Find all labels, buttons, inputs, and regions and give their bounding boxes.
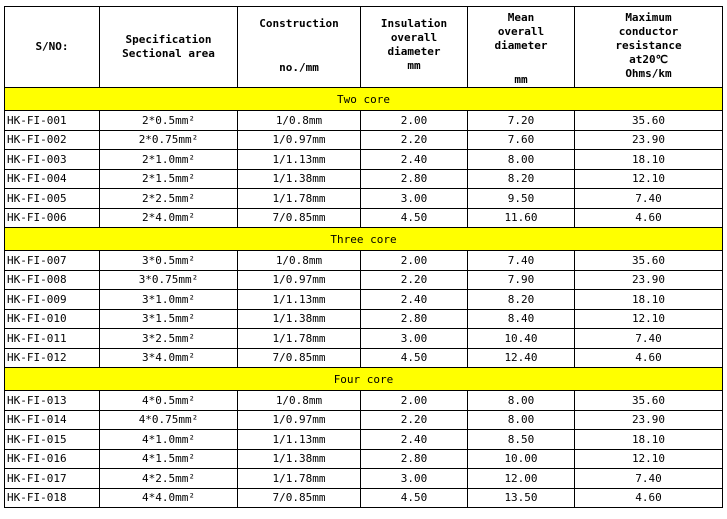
cell-spec: 4*4.0mm² [100, 488, 238, 508]
cell-mean: 8.00 [468, 150, 575, 170]
header-insulation-line-1: Insulation [380, 17, 448, 30]
cell-resistance: 12.10 [575, 309, 723, 329]
cell-resistance: 7.40 [575, 469, 723, 489]
cell-resistance: 35.60 [575, 111, 723, 131]
header-sn [5, 7, 100, 88]
cell-insulation: 3.00 [361, 189, 468, 209]
cell-resistance: 12.10 [575, 169, 723, 189]
header-mean-unit: mm [514, 73, 528, 86]
cell-mean: 8.50 [468, 430, 575, 450]
header-mean-line-2: overall [497, 25, 545, 38]
table-row [5, 189, 723, 209]
cell-spec: 3*1.0mm² [100, 290, 238, 310]
header-mean-line-1: Mean [507, 11, 535, 24]
cell-mean: 8.00 [468, 410, 575, 430]
cell-mean: 7.40 [468, 251, 575, 271]
cell-sn: HK-FI-004 [5, 169, 100, 189]
group-label: Two core [5, 88, 723, 111]
cell-mean: 12.40 [468, 348, 575, 368]
table-row [5, 329, 723, 349]
cell-spec: 2*4.0mm² [100, 208, 238, 228]
header-insulation-line-3: diameter [387, 45, 441, 58]
group-label: Four core [5, 368, 723, 391]
cell-resistance: 18.10 [575, 430, 723, 450]
header-insulation-unit: mm [407, 59, 421, 72]
cell-spec: 2*0.5mm² [100, 111, 238, 131]
cell-mean: 11.60 [468, 208, 575, 228]
cell-construction: 1/0.8mm [238, 391, 361, 411]
cell-insulation: 3.00 [361, 329, 468, 349]
cell-mean: 7.90 [468, 270, 575, 290]
cell-insulation: 2.80 [361, 449, 468, 469]
table-row [5, 430, 723, 450]
cell-sn: HK-FI-013 [5, 391, 100, 411]
cell-spec: 4*1.0mm² [100, 430, 238, 450]
cell-sn: HK-FI-003 [5, 150, 100, 170]
cell-insulation: 4.50 [361, 488, 468, 508]
group-header-row [5, 368, 723, 391]
header-spec [100, 7, 238, 88]
cell-insulation: 2.80 [361, 309, 468, 329]
cell-sn: HK-FI-011 [5, 329, 100, 349]
cell-spec: 2*2.5mm² [100, 189, 238, 209]
header-construction [238, 7, 361, 88]
table-row [5, 169, 723, 189]
cell-insulation: 4.50 [361, 208, 468, 228]
cell-mean: 9.50 [468, 189, 575, 209]
cell-resistance: 12.10 [575, 449, 723, 469]
cell-construction: 1/1.13mm [238, 290, 361, 310]
cell-sn: HK-FI-002 [5, 130, 100, 150]
table-body [5, 88, 723, 508]
cell-construction: 1/1.38mm [238, 449, 361, 469]
cell-construction: 1/0.8mm [238, 111, 361, 131]
header-mean-line-3: diameter [494, 39, 548, 52]
cell-insulation: 2.80 [361, 169, 468, 189]
cell-mean: 7.60 [468, 130, 575, 150]
cell-construction: 1/1.78mm [238, 189, 361, 209]
cell-construction: 7/0.85mm [238, 208, 361, 228]
cell-mean: 8.20 [468, 169, 575, 189]
cell-construction: 1/1.38mm [238, 309, 361, 329]
cell-insulation: 2.40 [361, 150, 468, 170]
table-row [5, 270, 723, 290]
group-header-row [5, 228, 723, 251]
cell-mean: 13.50 [468, 488, 575, 508]
cell-insulation: 2.40 [361, 290, 468, 310]
cell-construction: 1/0.97mm [238, 270, 361, 290]
cell-spec: 2*1.5mm² [100, 169, 238, 189]
cell-sn: HK-FI-008 [5, 270, 100, 290]
cell-resistance: 18.10 [575, 290, 723, 310]
cell-sn: HK-FI-012 [5, 348, 100, 368]
cell-mean: 7.20 [468, 111, 575, 131]
cell-spec: 2*1.0mm² [100, 150, 238, 170]
table-row [5, 410, 723, 430]
cell-mean: 10.40 [468, 329, 575, 349]
table-row [5, 391, 723, 411]
header-maximum-line-1: Maximum [625, 11, 672, 24]
cable-spec-table [4, 6, 723, 508]
cell-construction: 1/1.78mm [238, 469, 361, 489]
cell-spec: 2*0.75mm² [100, 130, 238, 150]
cell-resistance: 7.40 [575, 189, 723, 209]
header-insulation [361, 7, 468, 88]
cell-spec: 3*4.0mm² [100, 348, 238, 368]
header-maximum-line-3: resistance [615, 39, 682, 52]
cell-sn: HK-FI-005 [5, 189, 100, 209]
cell-insulation: 4.50 [361, 348, 468, 368]
table-row [5, 469, 723, 489]
cell-resistance: 7.40 [575, 329, 723, 349]
cell-spec: 4*1.5mm² [100, 449, 238, 469]
cell-sn: HK-FI-016 [5, 449, 100, 469]
cell-sn: HK-FI-009 [5, 290, 100, 310]
header-construction-title: Construction [259, 17, 339, 30]
cell-mean: 12.00 [468, 469, 575, 489]
table-row [5, 150, 723, 170]
cell-resistance: 35.60 [575, 251, 723, 271]
cell-insulation: 2.20 [361, 410, 468, 430]
cell-resistance: 35.60 [575, 391, 723, 411]
cell-spec: 4*0.75mm² [100, 410, 238, 430]
cell-insulation: 2.00 [361, 251, 468, 271]
cell-sn: HK-FI-007 [5, 251, 100, 271]
cell-sn: HK-FI-010 [5, 309, 100, 329]
cell-mean: 8.20 [468, 290, 575, 310]
table-row [5, 449, 723, 469]
cell-insulation: 2.00 [361, 391, 468, 411]
cell-spec: 3*0.5mm² [100, 251, 238, 271]
table-row [5, 111, 723, 131]
group-header-row [5, 88, 723, 111]
cell-sn: HK-FI-018 [5, 488, 100, 508]
cell-mean: 8.40 [468, 309, 575, 329]
cell-resistance: 23.90 [575, 270, 723, 290]
cell-resistance: 4.60 [575, 348, 723, 368]
cell-sn: HK-FI-006 [5, 208, 100, 228]
table-row [5, 290, 723, 310]
table-row [5, 208, 723, 228]
header-spec-line-1: Specification [125, 33, 212, 46]
header-insulation-line-2: overall [390, 31, 438, 44]
cell-construction: 1/1.13mm [238, 430, 361, 450]
header-mean [468, 7, 575, 88]
table-row [5, 130, 723, 150]
table-row [5, 348, 723, 368]
cell-resistance: 4.60 [575, 488, 723, 508]
cell-mean: 10.00 [468, 449, 575, 469]
cell-spec: 3*0.75mm² [100, 270, 238, 290]
header-maximum-line-4: at20℃ [629, 53, 668, 66]
cell-construction: 1/1.78mm [238, 329, 361, 349]
cell-construction: 7/0.85mm [238, 488, 361, 508]
cell-construction: 7/0.85mm [238, 348, 361, 368]
cell-mean: 8.00 [468, 391, 575, 411]
header-spec-line-2: Sectional area [122, 47, 215, 60]
header-row [5, 7, 723, 88]
table-header [5, 7, 723, 88]
header-sn-label: S/NO: [35, 40, 69, 53]
cell-construction: 1/0.97mm [238, 130, 361, 150]
cell-insulation: 2.00 [361, 111, 468, 131]
cell-construction: 1/0.8mm [238, 251, 361, 271]
cell-insulation: 2.20 [361, 130, 468, 150]
cell-sn: HK-FI-017 [5, 469, 100, 489]
cell-sn: HK-FI-014 [5, 410, 100, 430]
header-maximum-line-2: conductor [618, 25, 679, 38]
cell-resistance: 4.60 [575, 208, 723, 228]
cell-insulation: 2.20 [361, 270, 468, 290]
cell-insulation: 3.00 [361, 469, 468, 489]
cell-resistance: 23.90 [575, 130, 723, 150]
cell-resistance: 23.90 [575, 410, 723, 430]
cell-spec: 3*2.5mm² [100, 329, 238, 349]
cell-construction: 1/1.13mm [238, 150, 361, 170]
cell-sn: HK-FI-001 [5, 111, 100, 131]
cell-insulation: 2.40 [361, 430, 468, 450]
header-construction-unit: no./mm [279, 61, 319, 74]
cell-sn: HK-FI-015 [5, 430, 100, 450]
header-maximum-unit: Ohms/km [625, 67, 672, 80]
table-row [5, 488, 723, 508]
header-maximum [575, 7, 723, 88]
cell-construction: 1/1.38mm [238, 169, 361, 189]
group-label: Three core [5, 228, 723, 251]
cell-spec: 4*0.5mm² [100, 391, 238, 411]
cell-construction: 1/0.97mm [238, 410, 361, 430]
cell-spec: 3*1.5mm² [100, 309, 238, 329]
cell-resistance: 18.10 [575, 150, 723, 170]
table-row [5, 309, 723, 329]
cell-spec: 4*2.5mm² [100, 469, 238, 489]
table-row [5, 251, 723, 271]
